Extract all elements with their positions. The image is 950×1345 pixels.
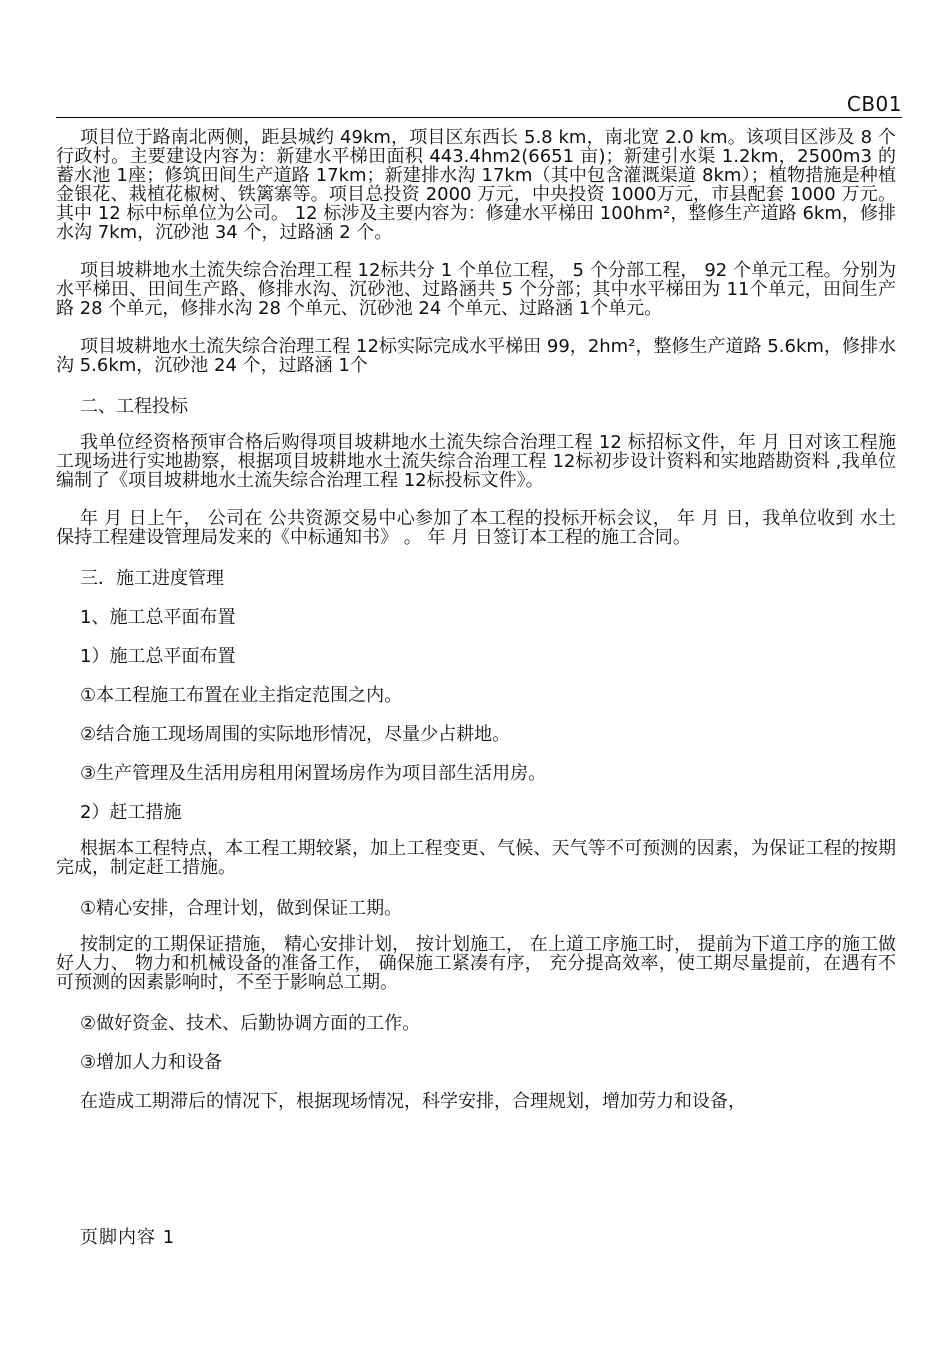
item-heading-acceleration: 2）赶工措施 <box>80 802 182 823</box>
section-heading-bidding: 二、工程投标 <box>80 396 188 417</box>
resource-increase-line: 在造成工期滞后的情况下，根据现场情况，科学安排，合理规划，增加劳力和设备， <box>80 1091 746 1112</box>
acceleration-point-1: ①精心安排，合理计划，做到保证工期。 <box>80 898 403 919</box>
layout-point-3: ③生产管理及生活用房租用闲置场房作为项目部生活用房。 <box>80 763 547 784</box>
document-body <box>56 128 896 1128</box>
acceleration-point-3: ③增加人力和设备 <box>80 1052 223 1073</box>
project-completion-paragraph: 项目坡耕地水土流失综合治理工程 12标实际完成水平梯田 99，2hm²，整修生产道路 5.6km，修排水沟 5.6km，沉砂池 24 个，过路涵 1个 <box>56 336 896 376</box>
item-heading-layout: 1）施工总平面布置 <box>80 646 236 667</box>
section-heading-schedule: 三．施工进度管理 <box>80 568 224 589</box>
acceleration-intro-paragraph: 根据本工程特点，本工程工期较紧，加上工程变更、气候、天气等不可预测的因素，为保证工程的按期完成，制定赶工措施。 <box>56 838 896 878</box>
document-code: CB01 <box>846 92 902 116</box>
page-footer: 页脚内容 1 <box>80 1227 176 1248</box>
bidding-paragraph: 我单位经资格预审合格后购得项目坡耕地水土流失综合治理工程 12 标招标文件，年 月 日对该工程施工现场进行实地勘察，根据项目坡耕地水土流失综合治理工程 12标初步设计资料和实地踏勘资料 ,我单位编制了《项目坡耕地水土流失综合治理工程 12标投标文件》。 <box>56 432 896 491</box>
bid-opening-paragraph: 年 月 日上午， 公司在 公共资源交易中心参加了本工程的投标开标会议， 年 月 日，我单位收到 水土保持工程建设管理局发来的《中标通知书》 。 年 月 日签订本工程的施工合同。 <box>56 508 896 548</box>
acceleration-point-2: ②做好资金、技术、后勤协调方面的工作。 <box>80 1013 421 1034</box>
project-overview-paragraph: 项目位于路南北两侧，距县城约 49km，项目区东西长 5.8 km，南北宽 2.0 km。该项目区涉及 8 个行政村。主要建设内容为：新建水平梯田面积 443.4hm2(6651 亩)；新建引水渠 1.2km，2500m3 的蓄水池 1座；修筑田间生产道路 17km；新建排水沟 17km（其中包含灌溉渠道 8km）；植物措施是种植金银花、栽植花椒树、铁篱寨等。项目总投资 2000 万元，中央投资 1000万元，市县配套 1000 万元。其中 12 标中标单位为公司。 12 标涉及主要内容为：修建水平梯田 100hm²，整修生产道路 6km，修排水沟 7km，沉砂池 34 个，过路涵 2 个。 <box>56 127 896 243</box>
project-division-paragraph: 项目坡耕地水土流失综合治理工程 12标共分 1 个单位工程， 5 个分部工程， 92 个单元工程。分别为水平梯田、田间生产路、修排水沟、沉砂池、过路涵共 5 个分部；其中水平梯田为 11个单元，田间生产路 28 个单元，修排水沟 28 个单元、沉砂池 24 个单元、过路涵 1个单元。 <box>56 260 896 319</box>
header-rule <box>56 117 902 118</box>
layout-point-2: ②结合施工现场周围的实际地形情况，尽量少占耕地。 <box>80 724 511 745</box>
layout-point-1: ①本工程施工布置在业主指定范围之内。 <box>80 685 403 706</box>
subsection-heading-layout: 1、施工总平面布置 <box>80 607 236 628</box>
acceleration-detail-paragraph: 按制定的工期保证措施， 精心安排计划， 按计划施工， 在上道工序施工时， 提前为下道工序的施工做好人力、 物力和机械设备的准备工作， 确保施工紧凑有序， 充分提高效率，使工期尽量提前，在遇有不可预测的因素影响时，不至于影响总工期。 <box>56 934 896 993</box>
